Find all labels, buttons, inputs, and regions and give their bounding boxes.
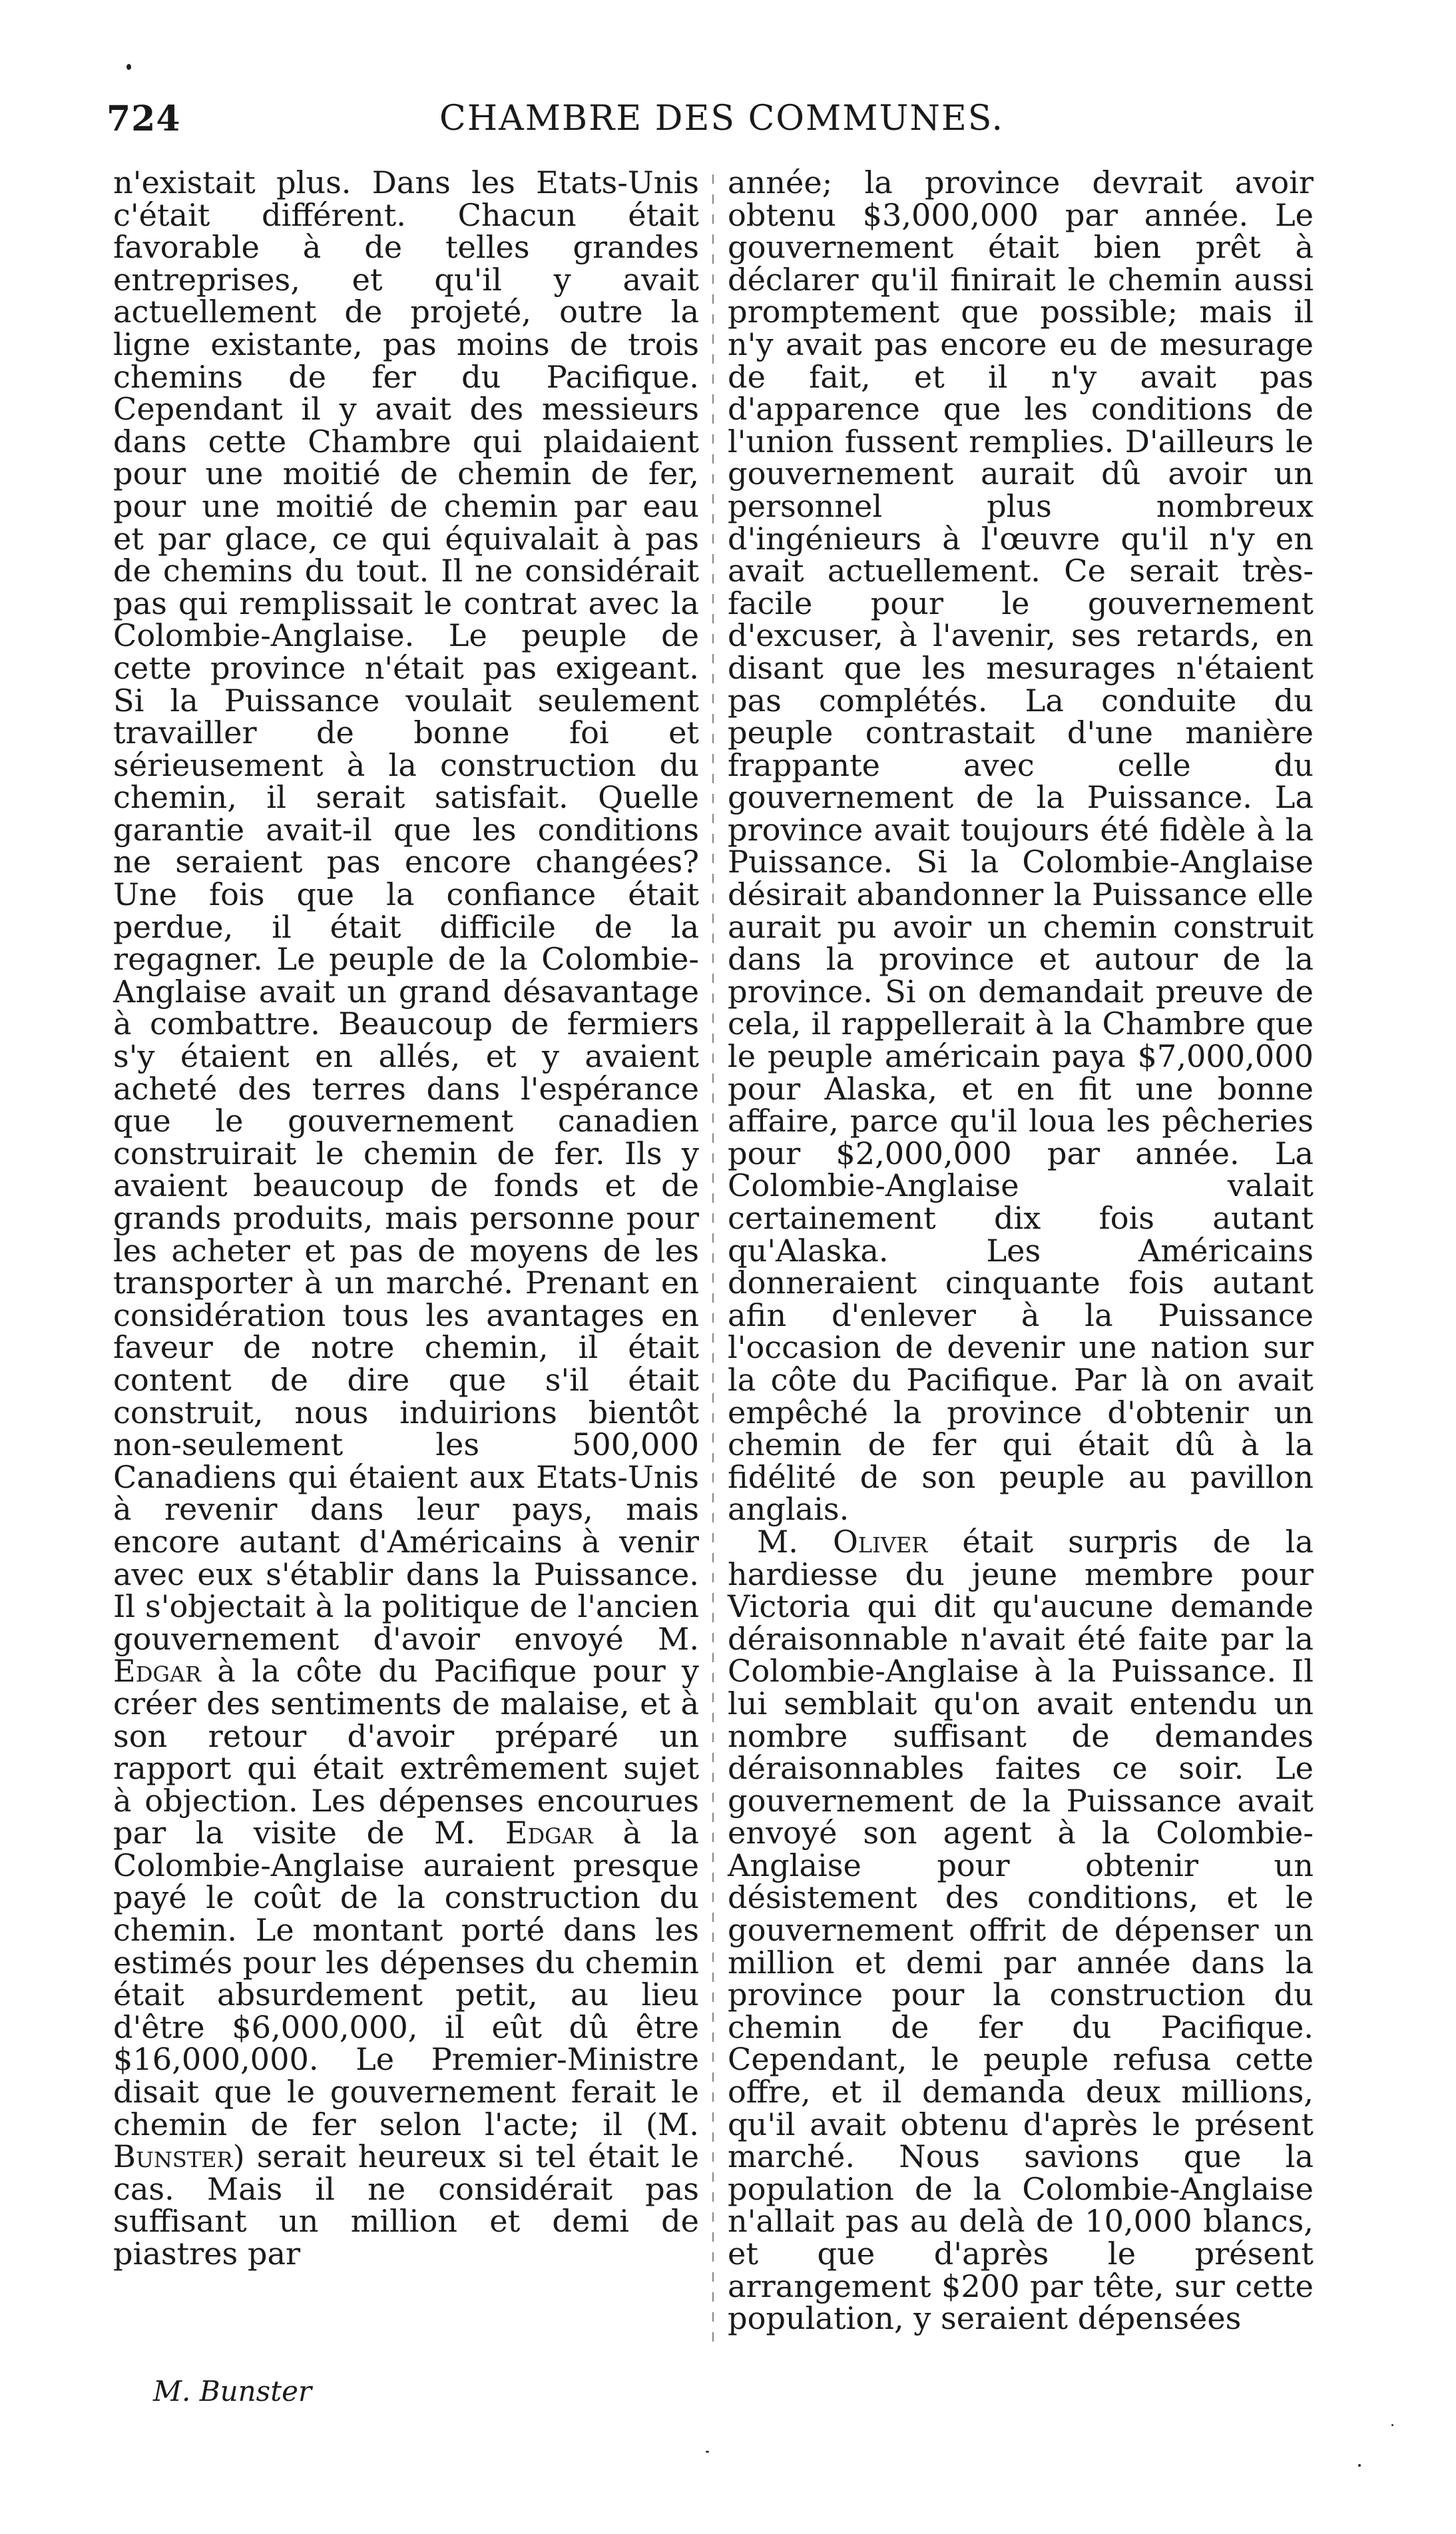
running-head: CHAMBRE DES COMMUNES. xyxy=(439,99,1005,139)
right-paragraph-1: année; la province devrait avoir obtenu $3,000,000 par année. Le gouvernement était bien prêt à déclarer qu'il finirait le chemin aussi promptement que possible; mais il n'y avait pas encore eu de mesurage de fait, et il n'y avait pas d'apparence que les conditions de l'union fussent remplies. D'ailleurs le gouvernement aurait dû avoir un personnel plus nombreux d'ingénieurs à l'œuvre qu'il n'y en avait actuellement. Ce serait très-facile pour le gouvernement d'excuser, à l'avenir, ses retards, en disant que les mesurages n'étaient pas complétés. La conduite du peuple contrastait d'une manière frappante avec celle du gouvernement de la Puissance. La province avait toujours été fidèle à la Puissance. Si la Colombie-Anglaise désirait abandonner la Puissance elle aurait pu avoir un chemin construit dans la province et autour de la province. Si on demandait preuve de cela, il rappellerait à la Chambre que le peuple américain paya $7,000,000 pour Alaska, et en fit une bonne affaire, parce qu'il loua les pêcheries pour $2,000,000 par année. La Colombie-Anglaise valait certainement dix fois autant qu'Alaska. Les Américains donneraient cinquante fois autant afin d'enlever à la Puissance l'occasion de devenir une nation sur la côte du Pacifique. Par là on avait empêché la province d'obtenir un chemin de fer qui était dû à la fidélité de son peuple au pavillon anglais. xyxy=(728,164,1314,1528)
ink-speck xyxy=(1358,2464,1361,2467)
right-paragraph-2-text: était surpris de la hardiesse du jeune membre pour Victoria qui dit qu'aucune demande déraisonnable n'avait été faite par la Colombie-Anglaise à la Puissance. Il lui semblait qu'on avait entendu un nombre suffisant de demandes déraisonnables faites ce soir. Le gouvernement de la Puissance avait envoyé son agent à la Colombie-Anglaise pour obtenir un désistement des conditions, et le gouvernement offrit de dépenser un million et demi par année dans la province pour la construction du chemin de fer du Pacifique. Cependant, le peuple refusa cette offre, et il demanda deux millions, qu'il avait obtenu d'après le présent marché. Nous savions que la population de la Colombie-Anglaise n'allait pas au delà de 10,000 blancs, et que d'après le présent arrangement $200 par tête, sur cette population, y seraient dépensées xyxy=(728,1523,1314,2337)
left-text-part-3: à la Colombie-Anglaise auraient presque payé le coût de la construction du chemin. Le montant porté dans les estimés pour les dépenses du chemin était absurdement petit, au lieu d'être $6,000,000, il eût dû être $16,000,000. Le Premier-Ministre disait que le gouvernement ferait le chemin de fer selon l'acte; il (M. xyxy=(113,1815,699,2142)
left-column-text xyxy=(113,166,699,2270)
ink-speck xyxy=(706,2451,709,2453)
page-header xyxy=(0,99,1456,145)
name-bunster: Bunster xyxy=(113,2138,233,2175)
left-text-part-1: n'existait plus. Dans les Etats-Unis c'était différent. Chacun était favorable à de telles grandes entreprises, et qu'il y avait actuellement de projeté, outre la ligne existante, pas moins de trois chemins de fer du Pacifique. Cependant il y avait des messieurs dans cette Chambre qui plaidaient pour une moitié de chemin de fer, pour une moitié de chemin par eau et par glace, ce qui équivalait à pas de chemins du tout. Il ne considérait pas qui remplissait le contrat avec la Colombie-Anglaise. Le peuple de cette province n'était pas exigeant. Si la Puissance voulait seulement travailler de bonne foi et sérieusement à la construction du chemin, il serait satisfait. Quelle garantie avait-il que les conditions ne seraient pas encore changées? Une fois que la confiance était perdue, il était difficile de la regagner. Le peuple de la Colombie-Anglaise avait un grand désavantage à combattre. Beaucoup de fermiers s'y étaient en allés, et y avaient acheté des terres dans l'espérance que le gouvernement canadien construirait le chemin de fer. Ils y avaient beaucoup de fonds et de grands produits, mais personne pour les acheter et pas de moyens de les transporter à un marché. Prenant en considération tous les avantages en faveur de notre chemin, il était content de dire que s'il était construit, nous induirions bientôt non-seulement les 500,000 Canadiens qui étaient aux Etats-Unis à revenir dans leur pays, mais encore autant d'Américains à venir avec eux s'établir dans la Puissance. Il s'objectait à la politique de l'ancien gouvernement d'avoir envoyé M. xyxy=(113,164,699,1657)
footer-speaker-note: M. Bunster xyxy=(153,2375,312,2407)
name-edgar: Edgar xyxy=(113,1653,202,1690)
name-edgar: Edgar xyxy=(505,1815,593,1851)
ink-speck xyxy=(126,64,131,70)
right-column xyxy=(728,166,1314,2335)
left-text-part-4: ) serait heureux si tel était le cas. Mais il ne considérait pas suffisant un million et demi de piastres par xyxy=(113,2138,699,2272)
ink-speck xyxy=(1391,2424,1393,2426)
page-number: 724 xyxy=(107,99,181,139)
left-text-part-2: à la côte du Pacifique pour y créer des sentiments de malaise, et à son retour d'avoir préparé un rapport qui était extrêmement sujet à objection. Les dépenses encourues par la visite de M. xyxy=(113,1653,699,1851)
right-paragraph-2 xyxy=(728,1523,1314,2337)
column-divider xyxy=(712,174,714,2352)
speaker-name: M. Oliver xyxy=(757,1523,928,1560)
left-column xyxy=(113,166,699,2270)
